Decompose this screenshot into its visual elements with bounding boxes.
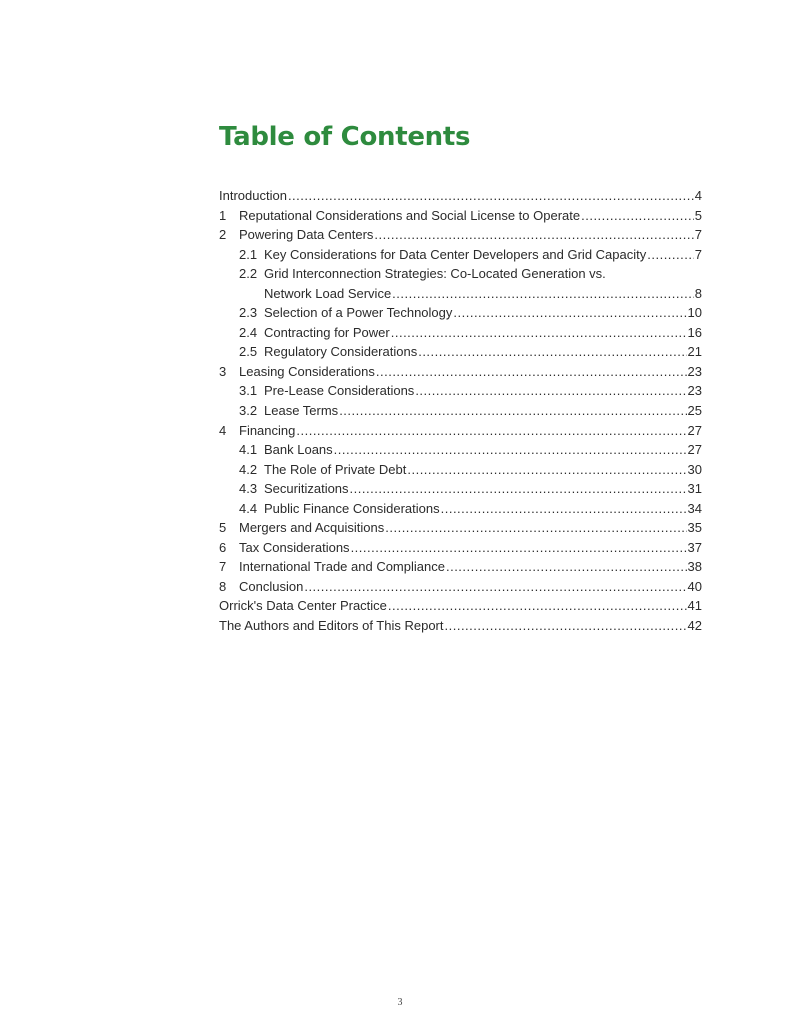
toc-entry-section-3-1[interactable] <box>219 381 702 401</box>
toc-entry-section-2-4[interactable] <box>219 323 702 343</box>
toc-leader-dots <box>351 538 687 558</box>
toc-page-number: 7 <box>694 246 702 262</box>
toc-page-number: 37 <box>687 539 702 555</box>
toc-section-number: 3.1 <box>239 383 258 399</box>
toc-entry-title: Reputational Considerations and Social License to Operate <box>239 207 581 223</box>
toc-section-number: 2.5 <box>239 344 258 360</box>
toc-section-number: 7 <box>219 559 227 575</box>
toc-leader-dots <box>304 577 686 597</box>
toc-section-number: 5 <box>219 520 227 536</box>
toc-leader-dots <box>385 518 686 538</box>
toc-entry-section-4-2[interactable] <box>219 460 702 480</box>
toc-entry-title: Regulatory Considerations <box>264 344 418 360</box>
toc-leader-dots <box>581 206 694 226</box>
toc-page-number: 35 <box>687 520 702 536</box>
toc-leader-dots <box>441 499 687 519</box>
toc-section-number: 4.1 <box>239 442 258 458</box>
toc-section-number: 4 <box>219 422 227 438</box>
toc-entry-title: Public Finance Considerations <box>264 500 440 516</box>
toc-entry-title: Powering Data Centers <box>239 227 374 243</box>
toc-entry-section-2-3[interactable] <box>219 303 702 323</box>
toc-entry-section-3[interactable] <box>219 362 702 382</box>
toc-leader-dots <box>288 186 694 206</box>
toc-section-number: 4.4 <box>239 500 258 516</box>
toc-leader-dots <box>391 323 687 343</box>
toc-entry-section-8[interactable] <box>219 577 702 597</box>
toc-entry-title: Tax Considerations <box>239 539 350 555</box>
toc-entry-title: Lease Terms <box>264 403 339 419</box>
toc-leader-dots <box>445 616 687 636</box>
toc-page-number: 23 <box>687 383 702 399</box>
toc-section-number: 2 <box>219 227 227 243</box>
toc-leader-dots <box>350 479 687 499</box>
toc-entry-section-5[interactable] <box>219 518 702 538</box>
toc-leader-dots <box>296 421 686 441</box>
toc-entry-section-1[interactable] <box>219 206 702 226</box>
toc-page-number: 25 <box>687 403 702 419</box>
toc-entry-title: Network Load Service <box>264 285 392 301</box>
toc-section-number: 2.4 <box>239 324 258 340</box>
toc-page-number: 23 <box>687 363 702 379</box>
toc-leader-dots <box>339 401 686 421</box>
toc-section-number: 2.2 <box>239 266 258 282</box>
toc-page-number: 30 <box>687 461 702 477</box>
toc-page-number: 7 <box>694 227 702 243</box>
toc-entry-title: Bank Loans <box>264 442 333 458</box>
toc-leader-dots <box>418 342 686 362</box>
toc-page-number: 41 <box>687 598 702 614</box>
toc-entry-section-3-2[interactable] <box>219 401 702 421</box>
toc-page-number: 16 <box>687 324 702 340</box>
toc-entry-title: Key Considerations for Data Center Developers and Grid Capacity <box>264 246 647 262</box>
table-of-contents <box>219 186 702 636</box>
toc-section-number: 3 <box>219 363 227 379</box>
page-title: Table of Contents <box>219 122 471 152</box>
toc-entry-title: Selection of a Power Technology <box>264 305 453 321</box>
toc-entry-title: Pre-Lease Considerations <box>264 383 415 399</box>
toc-entry-section-4-4[interactable] <box>219 499 702 519</box>
toc-entry-title: The Authors and Editors of This Report <box>219 618 444 634</box>
toc-section-number: 2.3 <box>239 305 258 321</box>
toc-entry-section-6[interactable] <box>219 538 702 558</box>
toc-section-number: 6 <box>219 539 227 555</box>
toc-entry-section-4[interactable] <box>219 421 702 441</box>
toc-entry-title: The Role of Private Debt <box>264 461 407 477</box>
toc-entry-section-4-3[interactable] <box>219 479 702 499</box>
toc-entry-section-7[interactable] <box>219 557 702 577</box>
toc-entry-title: Securitizations <box>264 481 349 497</box>
toc-entry-section-2-1[interactable] <box>219 245 702 265</box>
toc-entry-title: Introduction <box>219 188 287 203</box>
toc-section-number: 2.1 <box>239 246 258 262</box>
toc-entry-section-2-5[interactable] <box>219 342 702 362</box>
toc-page-number: 31 <box>687 481 702 497</box>
toc-entry-authors-editors[interactable] <box>219 616 702 636</box>
toc-page-number: 21 <box>687 344 702 360</box>
toc-leader-dots <box>446 557 687 577</box>
toc-page-number: 34 <box>687 500 702 516</box>
page-number: 3 <box>397 997 403 1008</box>
toc-page-number: 27 <box>687 442 702 458</box>
toc-section-number: 3.2 <box>239 403 258 419</box>
toc-entry-title: Contracting for Power <box>264 324 390 340</box>
toc-entry-title: Grid Interconnection Strategies: Co-Located Generation vs. <box>264 266 606 282</box>
toc-entry-section-2[interactable] <box>219 225 702 245</box>
toc-leader-dots <box>647 245 694 265</box>
toc-entry-title: Leasing Considerations <box>239 363 375 379</box>
toc-page-number: 10 <box>687 305 702 321</box>
toc-page-number: 8 <box>694 285 702 301</box>
toc-entry-introduction[interactable] <box>219 186 702 206</box>
toc-leader-dots <box>453 303 686 323</box>
toc-page-number: 38 <box>687 559 702 575</box>
toc-page-number: 42 <box>687 618 702 634</box>
toc-entry-title: Mergers and Acquisitions <box>239 520 385 536</box>
toc-entry-title: International Trade and Compliance <box>239 559 445 575</box>
toc-entry-title: Financing <box>239 422 296 438</box>
toc-section-number: 8 <box>219 578 227 594</box>
toc-leader-dots <box>415 381 686 401</box>
toc-leader-dots <box>392 284 694 304</box>
toc-leader-dots <box>334 440 687 460</box>
toc-page-number: 5 <box>694 207 702 223</box>
toc-entry-section-4-1[interactable] <box>219 440 702 460</box>
toc-leader-dots <box>407 460 686 480</box>
toc-leader-dots <box>374 225 693 245</box>
toc-leader-dots <box>376 362 687 382</box>
toc-page-number: 27 <box>687 422 702 438</box>
toc-entry-title: Orrick's Data Center Practice <box>219 598 387 614</box>
toc-section-number: 4.3 <box>239 481 258 497</box>
toc-entry-section-2-2-continued[interactable] <box>219 284 702 304</box>
toc-page-number: 40 <box>687 578 702 594</box>
toc-entry-title: Conclusion <box>239 578 304 594</box>
toc-entry-data-center-practice[interactable] <box>219 596 702 616</box>
toc-leader-dots <box>388 596 687 616</box>
toc-section-number: 1 <box>219 207 227 223</box>
toc-page-number: 4 <box>694 188 702 203</box>
toc-entry-section-2-2[interactable] <box>219 264 702 284</box>
toc-section-number: 4.2 <box>239 461 258 477</box>
